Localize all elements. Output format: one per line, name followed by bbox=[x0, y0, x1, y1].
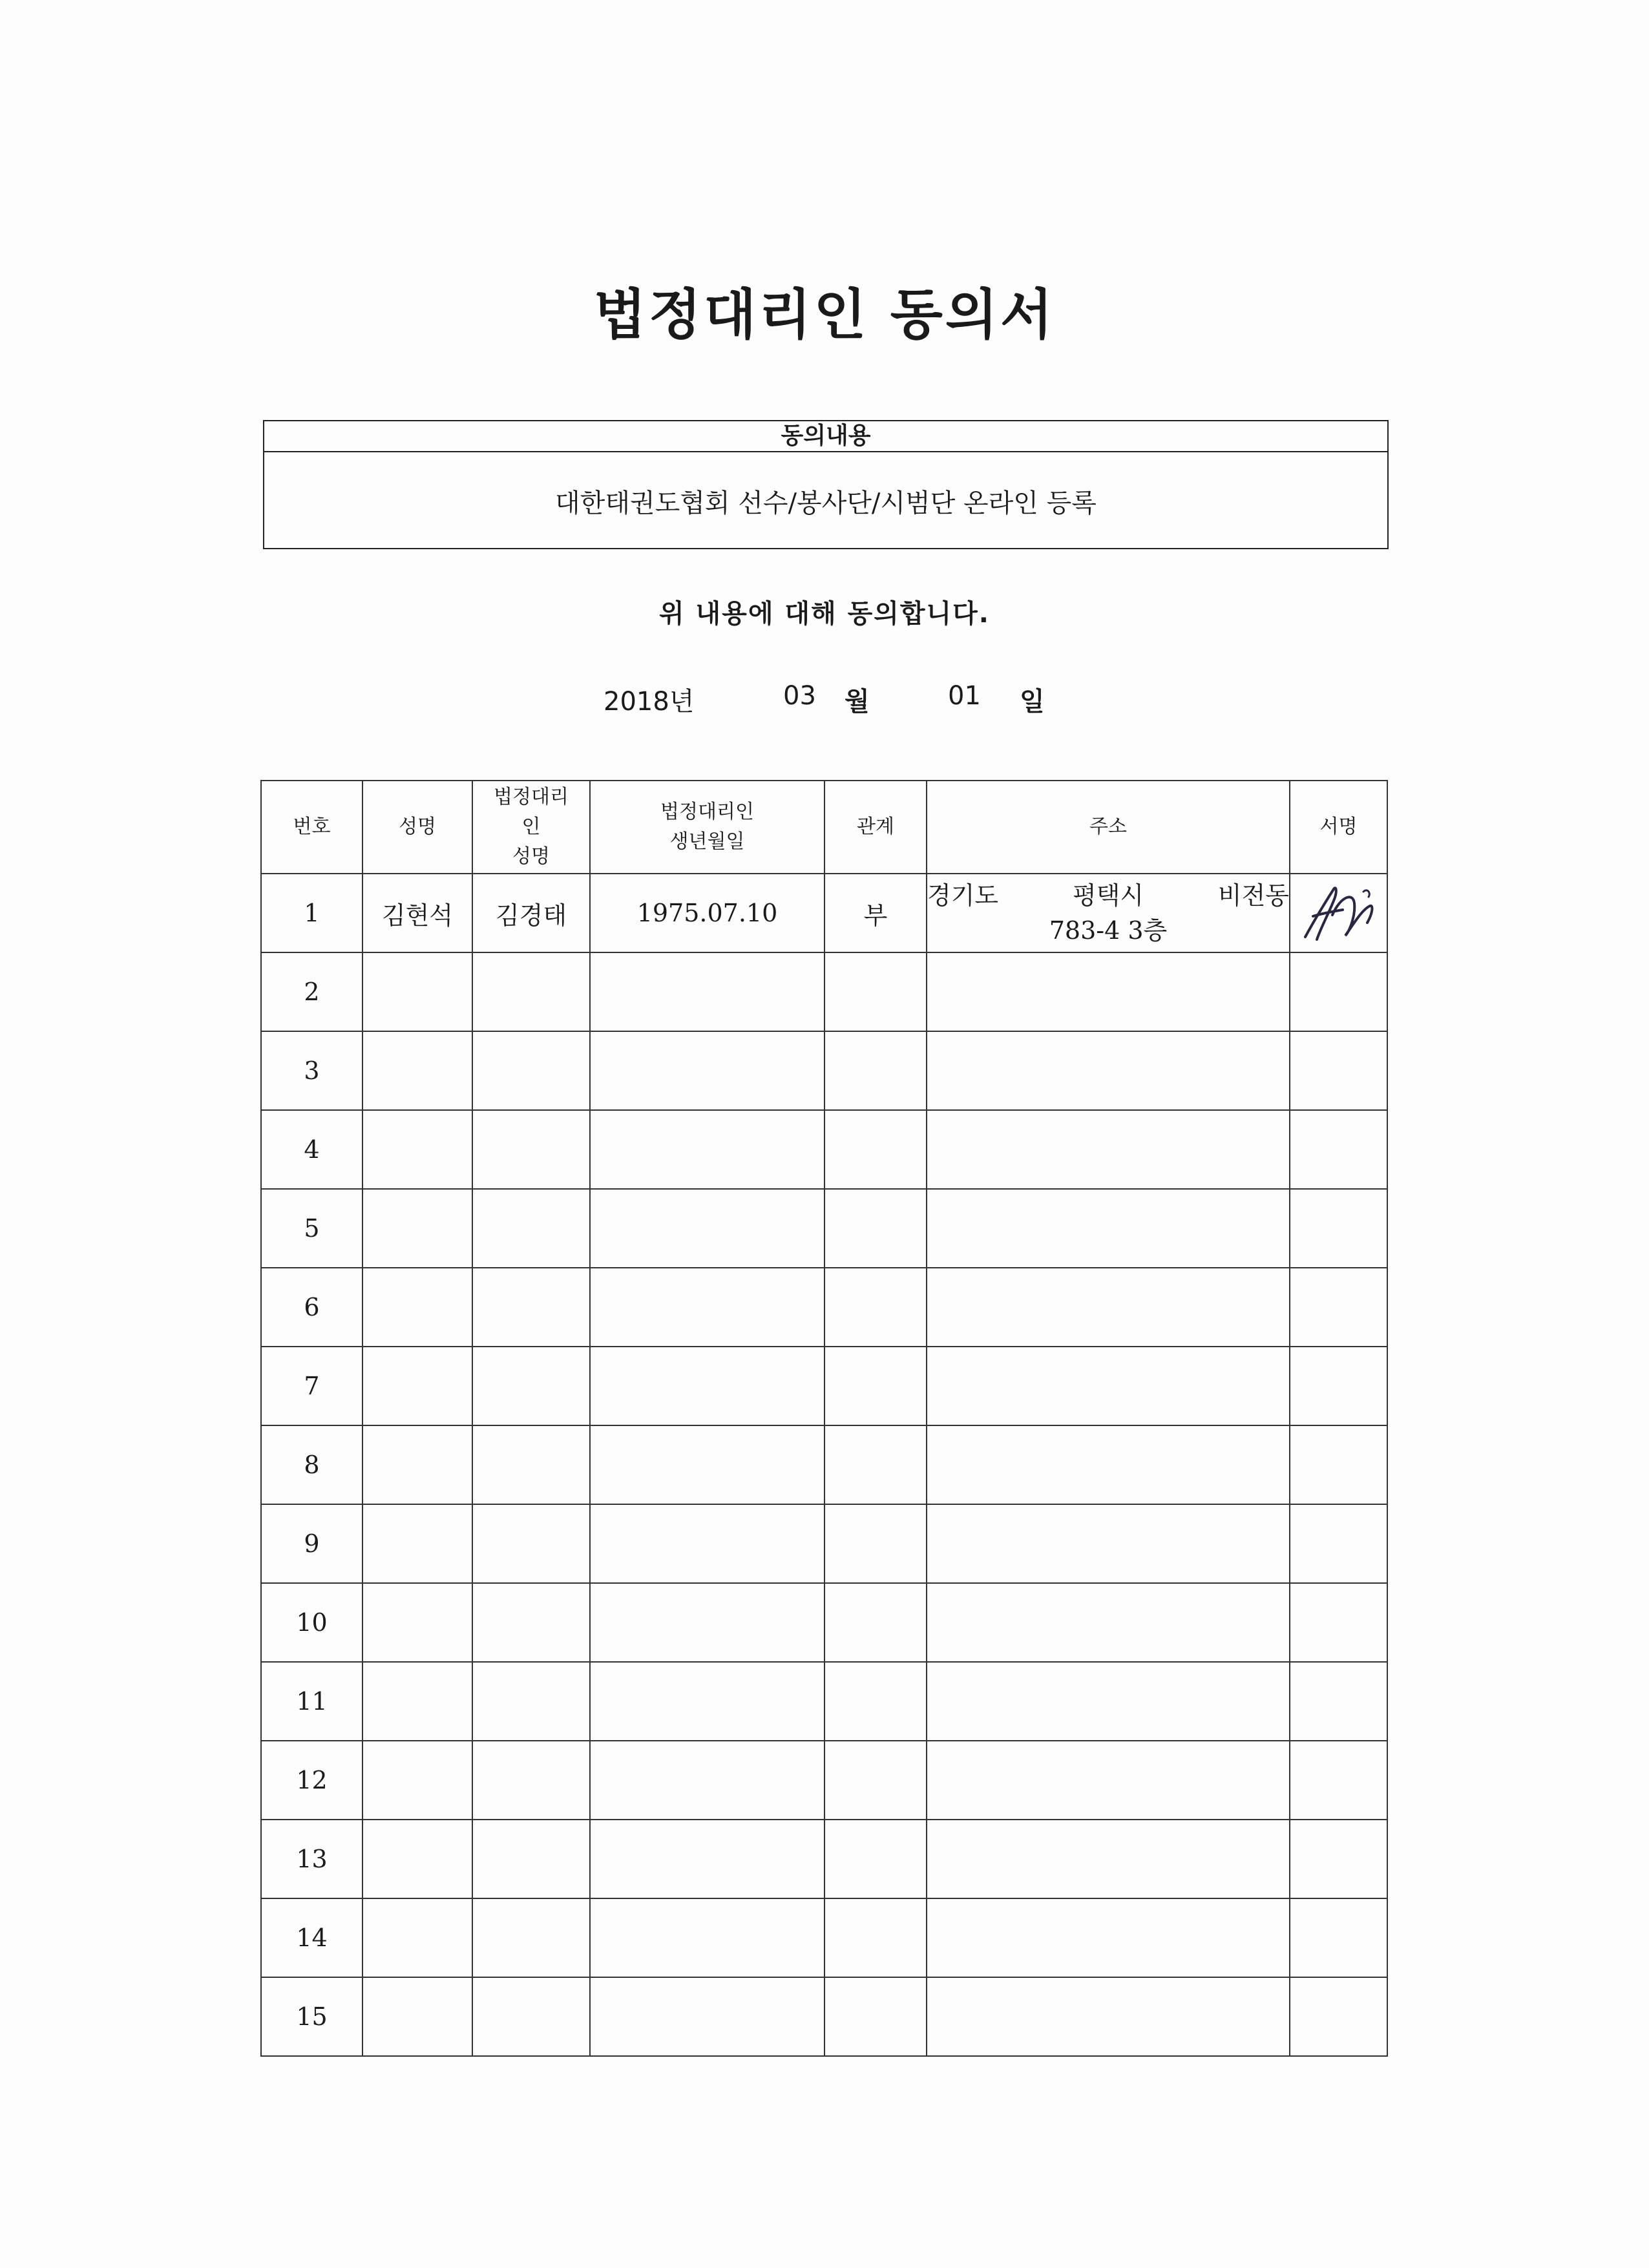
table-row bbox=[261, 1268, 1387, 1347]
cell-number: 5 bbox=[261, 1189, 362, 1268]
cell-guardian-birth bbox=[590, 1031, 824, 1110]
cell-relation bbox=[824, 1977, 927, 2056]
cell-address bbox=[927, 952, 1290, 1031]
cell-guardian-name bbox=[472, 1977, 590, 2056]
cell-address bbox=[927, 1504, 1290, 1583]
table-row bbox=[261, 1425, 1387, 1504]
table-row bbox=[261, 1189, 1387, 1268]
cell-name bbox=[362, 952, 472, 1031]
cell-signature bbox=[1290, 1583, 1387, 1662]
cell-address bbox=[927, 1347, 1290, 1425]
guardian-table bbox=[260, 780, 1388, 2057]
cell-name bbox=[362, 1347, 472, 1425]
cell-guardian-name: 김경태 bbox=[472, 874, 590, 952]
table-row bbox=[261, 874, 1387, 952]
cell-guardian-birth bbox=[590, 952, 824, 1031]
cell-address bbox=[927, 1189, 1290, 1268]
cell-name bbox=[362, 1741, 472, 1820]
cell-relation bbox=[824, 1189, 927, 1268]
cell-name bbox=[362, 1268, 472, 1347]
cell-relation bbox=[824, 1110, 927, 1189]
cell-name bbox=[362, 1662, 472, 1741]
cell-number: 14 bbox=[261, 1898, 362, 1977]
signature-mark bbox=[1294, 877, 1384, 949]
cell-guardian-birth bbox=[590, 1898, 824, 1977]
cell-number: 1 bbox=[261, 874, 362, 952]
header-name: 성명 bbox=[362, 781, 472, 874]
document-title: 법정대리인 동의서 bbox=[593, 283, 1056, 346]
cell-guardian-name bbox=[472, 952, 590, 1031]
cell-address bbox=[927, 1741, 1290, 1820]
cell-guardian-birth: 1975.07.10 bbox=[590, 874, 824, 952]
table-row bbox=[261, 1977, 1387, 2056]
cell-guardian-birth bbox=[590, 1977, 824, 2056]
date-month-unit: 월 bbox=[845, 687, 870, 717]
cell-relation bbox=[824, 1425, 927, 1504]
header-number: 번호 bbox=[261, 781, 362, 874]
cell-relation bbox=[824, 1741, 927, 1820]
cell-number: 2 bbox=[261, 952, 362, 1031]
cell-signature bbox=[1290, 1031, 1387, 1110]
cell-name bbox=[362, 1031, 472, 1110]
cell-name bbox=[362, 1583, 472, 1662]
cell-relation bbox=[824, 1268, 927, 1347]
cell-number: 10 bbox=[261, 1583, 362, 1662]
cell-address bbox=[927, 1662, 1290, 1741]
consent-box bbox=[263, 420, 1389, 549]
cell-number: 13 bbox=[261, 1820, 362, 1898]
cell-signature bbox=[1290, 1189, 1387, 1268]
agreement-statement: 위 내용에 대해 동의합니다. bbox=[658, 599, 990, 629]
cell-guardian-birth bbox=[590, 1347, 824, 1425]
cell-signature bbox=[1290, 1347, 1387, 1425]
table-row bbox=[261, 1031, 1387, 1110]
date-day-unit: 일 bbox=[1020, 687, 1045, 717]
header-guardian-name: 법정대리 인 성명 bbox=[472, 781, 590, 874]
cell-guardian-birth bbox=[590, 1189, 824, 1268]
cell-address bbox=[927, 1583, 1290, 1662]
cell-guardian-name bbox=[472, 1110, 590, 1189]
cell-name bbox=[362, 1820, 472, 1898]
cell-relation bbox=[824, 1662, 927, 1741]
cell-number: 12 bbox=[261, 1741, 362, 1820]
cell-guardian-name bbox=[472, 1347, 590, 1425]
header-address: 주소 bbox=[927, 781, 1290, 874]
cell-signature bbox=[1290, 874, 1387, 952]
cell-number: 8 bbox=[261, 1425, 362, 1504]
cell-relation bbox=[824, 1347, 927, 1425]
cell-address bbox=[927, 1268, 1290, 1347]
cell-name bbox=[362, 1110, 472, 1189]
cell-number: 3 bbox=[261, 1031, 362, 1110]
cell-signature bbox=[1290, 1741, 1387, 1820]
cell-guardian-name bbox=[472, 1425, 590, 1504]
cell-number: 4 bbox=[261, 1110, 362, 1189]
cell-address: 경기도 평택시 비전동 783-4 3층 bbox=[927, 874, 1290, 952]
table-row bbox=[261, 1347, 1387, 1425]
cell-name bbox=[362, 1425, 472, 1504]
cell-relation bbox=[824, 952, 927, 1031]
cell-number: 6 bbox=[261, 1268, 362, 1347]
cell-signature bbox=[1290, 1898, 1387, 1977]
cell-guardian-name bbox=[472, 1189, 590, 1268]
cell-number: 11 bbox=[261, 1662, 362, 1741]
cell-signature bbox=[1290, 1425, 1387, 1504]
table-row bbox=[261, 1504, 1387, 1583]
cell-number: 7 bbox=[261, 1347, 362, 1425]
cell-address bbox=[927, 1425, 1290, 1504]
cell-guardian-name bbox=[472, 1031, 590, 1110]
cell-guardian-birth bbox=[590, 1268, 824, 1347]
cell-number: 9 bbox=[261, 1504, 362, 1583]
cell-address bbox=[927, 1110, 1290, 1189]
cell-signature bbox=[1290, 1977, 1387, 2056]
table-row bbox=[261, 1662, 1387, 1741]
cell-name bbox=[362, 1189, 472, 1268]
cell-signature bbox=[1290, 1504, 1387, 1583]
cell-name bbox=[362, 1504, 472, 1583]
cell-guardian-name bbox=[472, 1898, 590, 1977]
cell-signature bbox=[1290, 1268, 1387, 1347]
cell-guardian-birth bbox=[590, 1583, 824, 1662]
table-row bbox=[261, 1583, 1387, 1662]
header-guardian-birth: 법정대리인 생년월일 bbox=[590, 781, 824, 874]
cell-number: 15 bbox=[261, 1977, 362, 2056]
cell-relation bbox=[824, 1504, 927, 1583]
date-month: 03 bbox=[783, 681, 816, 711]
cell-guardian-name bbox=[472, 1820, 590, 1898]
cell-relation bbox=[824, 1898, 927, 1977]
cell-guardian-name bbox=[472, 1583, 590, 1662]
cell-name: 김현석 bbox=[362, 874, 472, 952]
date-day: 01 bbox=[948, 681, 981, 711]
date-year: 2018년 bbox=[604, 687, 695, 717]
cell-relation bbox=[824, 1583, 927, 1662]
cell-relation bbox=[824, 1820, 927, 1898]
cell-signature bbox=[1290, 1110, 1387, 1189]
cell-guardian-birth bbox=[590, 1820, 824, 1898]
cell-guardian-name bbox=[472, 1268, 590, 1347]
cell-guardian-birth bbox=[590, 1504, 824, 1583]
consent-content: 대한태권도협회 선수/봉사단/시범단 온라인 등록 bbox=[555, 488, 1097, 518]
cell-guardian-name bbox=[472, 1504, 590, 1583]
cell-signature bbox=[1290, 952, 1387, 1031]
table-row bbox=[261, 1898, 1387, 1977]
table-row bbox=[261, 1741, 1387, 1820]
cell-name bbox=[362, 1977, 472, 2056]
cell-guardian-birth bbox=[590, 1110, 824, 1189]
header-signature: 서명 bbox=[1290, 781, 1387, 874]
cell-guardian-birth bbox=[590, 1741, 824, 1820]
cell-signature bbox=[1290, 1820, 1387, 1898]
cell-address bbox=[927, 1031, 1290, 1110]
cell-address bbox=[927, 1820, 1290, 1898]
table-row bbox=[261, 1110, 1387, 1189]
cell-address bbox=[927, 1898, 1290, 1977]
cell-name bbox=[362, 1898, 472, 1977]
consent-heading: 동의내용 bbox=[264, 421, 1387, 452]
cell-guardian-birth bbox=[590, 1662, 824, 1741]
cell-relation bbox=[824, 1031, 927, 1110]
table-row bbox=[261, 1820, 1387, 1898]
table-row bbox=[261, 952, 1387, 1031]
table-header-row bbox=[261, 781, 1387, 874]
cell-relation: 부 bbox=[824, 874, 927, 952]
cell-signature bbox=[1290, 1662, 1387, 1741]
cell-address bbox=[927, 1977, 1290, 2056]
cell-guardian-birth bbox=[590, 1425, 824, 1504]
cell-guardian-name bbox=[472, 1741, 590, 1820]
cell-guardian-name bbox=[472, 1662, 590, 1741]
header-relation: 관계 bbox=[824, 781, 927, 874]
